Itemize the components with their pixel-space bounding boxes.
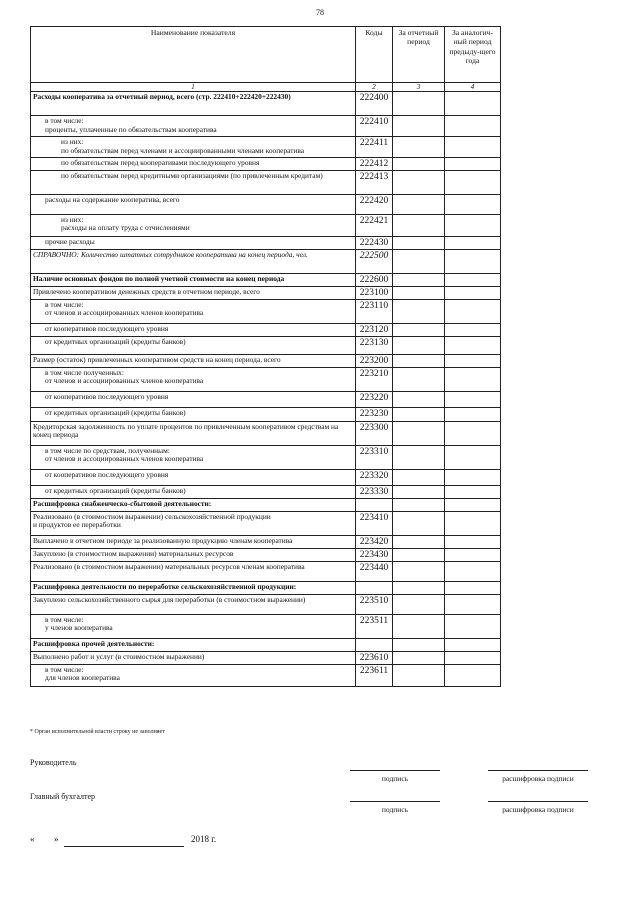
cell-prev-period[interactable] [445, 651, 501, 664]
table-row [31, 354, 501, 367]
cell-period[interactable] [393, 594, 445, 614]
table-row [31, 511, 501, 535]
row-code: 223610 [356, 651, 393, 664]
cell-period[interactable] [393, 157, 445, 170]
table-row [31, 614, 501, 638]
row-code: 222411 [356, 136, 393, 157]
accountant-decode-caption: расшифровка подписи [502, 805, 574, 814]
table-row [31, 273, 501, 286]
cell-period[interactable] [393, 194, 445, 214]
table-row [31, 407, 501, 421]
table-row [31, 194, 501, 214]
table-body [31, 92, 501, 687]
row-name: от кредитных организаций (кредиты банков) [31, 485, 356, 498]
table-row [31, 299, 501, 323]
table-row [31, 581, 501, 594]
accountant-sign-line [350, 801, 440, 802]
cell-period[interactable] [393, 286, 445, 299]
cell-prev-period[interactable] [445, 498, 501, 511]
row-code: 222410 [356, 116, 393, 137]
table-row [31, 445, 501, 469]
table-row [31, 336, 501, 354]
row-name: Привлечено кооперативом денежных средств в отчетном периоде, всего [31, 286, 356, 299]
cell-prev-period[interactable] [445, 249, 501, 273]
table-row [31, 638, 501, 651]
date-year: 2018 г. [191, 834, 217, 844]
cell-period[interactable] [393, 638, 445, 651]
cell-prev-period[interactable] [445, 323, 501, 336]
row-code: 223220 [356, 391, 393, 407]
cell-prev-period[interactable] [445, 421, 501, 445]
head-sign-caption: подпись [381, 774, 409, 783]
col-number: 1 [31, 83, 356, 92]
row-code: 223410 [356, 511, 393, 535]
page-number: 78 [316, 8, 324, 17]
cell-prev-period[interactable] [445, 354, 501, 367]
row-code: 223330 [356, 485, 393, 498]
cell-period[interactable] [393, 407, 445, 421]
cell-prev-period[interactable] [445, 92, 501, 116]
row-code: 222600 [356, 273, 393, 286]
col-number: 3 [393, 83, 445, 92]
row-code: 223320 [356, 469, 393, 485]
row-code: 222413 [356, 170, 393, 194]
table-row [31, 367, 501, 391]
cell-period[interactable] [393, 170, 445, 194]
header-prev: За аналогич-ный период предыду-щего года [445, 27, 501, 83]
date-line [64, 846, 184, 847]
column-numbers-row [31, 83, 501, 92]
table-row [31, 136, 501, 157]
row-name: в том числе: у членов кооператива [31, 614, 356, 638]
table-row [31, 116, 501, 137]
cell-period[interactable] [393, 391, 445, 407]
row-name: от кооперативов последующего уровня [31, 469, 356, 485]
table-row [31, 535, 501, 548]
row-code: 222430 [356, 236, 393, 249]
row-code: 223230 [356, 407, 393, 421]
cell-period[interactable] [393, 136, 445, 157]
table-header-row [31, 27, 501, 83]
table-row [31, 92, 501, 116]
row-name: прочие расходы [31, 236, 356, 249]
table-row [31, 391, 501, 407]
cell-prev-period[interactable] [445, 535, 501, 548]
cell-period[interactable] [393, 249, 445, 273]
cell-period[interactable] [393, 498, 445, 511]
row-code [356, 498, 393, 511]
cell-prev-period[interactable] [445, 170, 501, 194]
row-code: 223430 [356, 548, 393, 561]
row-name: Выполнено работ и услуг (в стоимостном выражении) [31, 651, 356, 664]
cell-period[interactable] [393, 485, 445, 498]
row-name: расходы на содержание кооператива, всего [31, 194, 356, 214]
cell-prev-period[interactable] [445, 299, 501, 323]
table-row [31, 214, 501, 236]
row-name: от кредитных организаций (кредиты банков) [31, 407, 356, 421]
cell-prev-period[interactable] [445, 485, 501, 498]
row-code [356, 581, 393, 594]
row-name: Наличие основных фондов по полной учетной стоимости на конец периода [31, 273, 356, 286]
row-name: в том числе полученных: от членов и ассоциированных членов кооператива [31, 367, 356, 391]
row-code: 223120 [356, 323, 393, 336]
table-row [31, 594, 501, 614]
cell-prev-period[interactable] [445, 194, 501, 214]
row-code: 223100 [356, 286, 393, 299]
table-row [31, 485, 501, 498]
cell-prev-period[interactable] [445, 548, 501, 561]
col-number: 2 [356, 83, 393, 92]
row-code: 223440 [356, 561, 393, 581]
head-label: Руководитель [30, 758, 77, 767]
accountant-sign-caption: подпись [381, 805, 409, 814]
table-row [31, 236, 501, 249]
row-name: от кооперативов последующего уровня [31, 391, 356, 407]
cell-period[interactable] [393, 299, 445, 323]
head-decode-caption: расшифровка подписи [502, 774, 574, 783]
head-sign-line [350, 770, 440, 771]
cell-period[interactable] [393, 511, 445, 535]
row-name: Закуплено сельскохозяйственного сырья для переработки (в стоимостном выражении) [31, 594, 356, 614]
cell-prev-period[interactable] [445, 116, 501, 137]
cell-prev-period[interactable] [445, 214, 501, 236]
cell-prev-period[interactable] [445, 391, 501, 407]
cell-period[interactable] [393, 614, 445, 638]
cell-period[interactable] [393, 535, 445, 548]
cell-prev-period[interactable] [445, 336, 501, 354]
cell-prev-period[interactable] [445, 273, 501, 286]
report-table [30, 26, 501, 687]
row-code: 223130 [356, 336, 393, 354]
date-close-quote: » [54, 834, 59, 844]
row-code: 223210 [356, 367, 393, 391]
row-name: СПРАВОЧНО: Количество штатных сотрудников кооператива на конец периода, чел. [31, 249, 356, 273]
cell-prev-period[interactable] [445, 664, 501, 686]
cell-period[interactable] [393, 421, 445, 445]
table-row [31, 664, 501, 686]
row-name: Расшифровка деятельности по переработке сельскохозяйственной продукции: [31, 581, 356, 594]
cell-prev-period[interactable] [445, 157, 501, 170]
row-name: по обязательствам перед кооперативами последующего уровня [31, 157, 356, 170]
row-name: от кооперативов последующего уровня [31, 323, 356, 336]
row-name: Реализовано (в стоимостном выражении) материальных ресурсов членам кооператива [31, 561, 356, 581]
row-code: 222412 [356, 157, 393, 170]
table-row [31, 469, 501, 485]
row-name: Размер (остаток) привлеченных кооперативом средств на конец периода, всего [31, 354, 356, 367]
table-row [31, 323, 501, 336]
header-period: За отчетный период [393, 27, 445, 83]
table-row [31, 170, 501, 194]
table-row [31, 561, 501, 581]
cell-prev-period[interactable] [445, 581, 501, 594]
cell-period[interactable] [393, 354, 445, 367]
row-name: Кредиторская задолженность по уплате процентов по привлеченным кооперативом средствам на конец периода [31, 421, 356, 445]
row-name: в том числе по средствам, полученным: от членов и ассоциированных членов кооператива [31, 445, 356, 469]
row-name: Расшифровка снабженческо-сбытовой деятельности: [31, 498, 356, 511]
cell-period[interactable] [393, 236, 445, 249]
row-code: 223300 [356, 421, 393, 445]
row-name: в том числе: от членов и ассоциированных членов кооператива [31, 299, 356, 323]
row-name: по обязательствам перед кредитными организациями (по привлеченным кредитам) [31, 170, 356, 194]
row-name: от кредитных организаций (кредиты банков) [31, 336, 356, 354]
row-name: из них: по обязательствам перед членами и ассоциированными членами кооператива [31, 136, 356, 157]
cell-period[interactable] [393, 581, 445, 594]
cell-prev-period[interactable] [445, 511, 501, 535]
table-row [31, 421, 501, 445]
col-number: 4 [445, 83, 501, 92]
cell-prev-period[interactable] [445, 594, 501, 614]
row-name: в том числе: для членов кооператива [31, 664, 356, 686]
accountant-label: Главный бухгалтер [30, 792, 95, 801]
row-code: 222421 [356, 214, 393, 236]
row-code: 223611 [356, 664, 393, 686]
row-name: Выплачено в отчетном периоде за реализованную продукцию членам кооператива [31, 535, 356, 548]
cell-prev-period[interactable] [445, 236, 501, 249]
cell-period[interactable] [393, 548, 445, 561]
cell-prev-period[interactable] [445, 561, 501, 581]
head-decode-line [488, 770, 588, 771]
row-name: из них: расходы на оплату труда с отчислениями [31, 214, 356, 236]
row-code: 223510 [356, 594, 393, 614]
cell-period[interactable] [393, 445, 445, 469]
row-name: Реализовано (в стоимостном выражении) сельскохозяйственной продукции и продуктов ее переработки [31, 511, 356, 535]
cell-period[interactable] [393, 664, 445, 686]
table-row [31, 548, 501, 561]
row-name: Закуплено (в стоимостном выражении) материальных ресурсов [31, 548, 356, 561]
cell-period[interactable] [393, 273, 445, 286]
table-row [31, 651, 501, 664]
table-row [31, 286, 501, 299]
cell-prev-period[interactable] [445, 638, 501, 651]
header-code: Коды [356, 27, 393, 83]
cell-prev-period[interactable] [445, 286, 501, 299]
row-name: Расшифровка прочей деятельности: [31, 638, 356, 651]
table-row [31, 157, 501, 170]
footnote: * Орган исполнительной власти строку не заполняет [30, 729, 165, 735]
cell-period[interactable] [393, 323, 445, 336]
row-code: 222500 [356, 249, 393, 273]
row-code: 223200 [356, 354, 393, 367]
accountant-decode-line [488, 801, 588, 802]
cell-period[interactable] [393, 651, 445, 664]
row-name: в том числе: проценты, уплаченные по обязательствам кооператива [31, 116, 356, 137]
row-code: 223110 [356, 299, 393, 323]
row-code: 222420 [356, 194, 393, 214]
header-name: Наименование показателя [31, 27, 356, 83]
cell-period[interactable] [393, 336, 445, 354]
cell-prev-period[interactable] [445, 407, 501, 421]
cell-period[interactable] [393, 214, 445, 236]
cell-prev-period[interactable] [445, 367, 501, 391]
table-row [31, 249, 501, 273]
cell-period[interactable] [393, 561, 445, 581]
row-code: 223511 [356, 614, 393, 638]
row-name: Расходы кооператива за отчетный период, всего (стр. 222410+222420+222430) [31, 92, 356, 116]
cell-prev-period[interactable] [445, 136, 501, 157]
row-code: 223310 [356, 445, 393, 469]
date-open-quote: « [30, 834, 35, 844]
row-code [356, 638, 393, 651]
cell-prev-period[interactable] [445, 614, 501, 638]
cell-period[interactable] [393, 92, 445, 116]
cell-prev-period[interactable] [445, 469, 501, 485]
table-row [31, 498, 501, 511]
cell-period[interactable] [393, 116, 445, 137]
row-code: 222400 [356, 92, 393, 116]
cell-period[interactable] [393, 469, 445, 485]
cell-period[interactable] [393, 367, 445, 391]
cell-prev-period[interactable] [445, 445, 501, 469]
row-code: 223420 [356, 535, 393, 548]
